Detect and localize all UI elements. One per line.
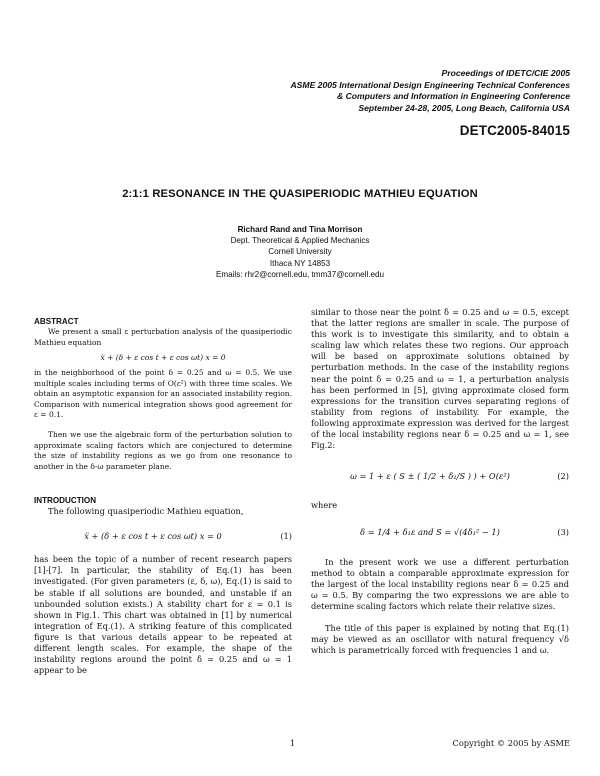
page-number: 1 [290,738,296,748]
equation-2 [311,471,569,482]
equation-1 [34,531,292,542]
equation-3 [311,527,569,538]
paper-id: DETC2005-84015 [459,123,570,138]
copyright-notice: Copyright © 2005 by ASME [452,738,570,748]
body-paragraph: The title of this paper is explained by noting that Eq.(1) may be viewed as an oscillator with natural frequency √δ which is parametrically forced with frequencies 1 and ω. [311,622,569,656]
abstract-heading: ABSTRACT [34,317,79,326]
affiliation-line: Cornell University [268,247,332,257]
abstract-paragraph: in the neighborhood of the point δ = 0.25 and ω = 0.5. We use multiple scales including terms of O(ε²) with three time scales. We obtain an asymptotic expansion for an associated instability region. Comparison with numerical integration shows good agreement for ε = 0.1. [34,368,292,419]
equation-body: ẍ + (δ + ε cos t + ε cos ωt) x = 0 [84,531,222,542]
author-names: Richard Rand and Tina Morrison [237,225,363,234]
author-block [0,224,600,280]
abstract-paragraph: Then we use the algebraic form of the perturbation solution to approximate scaling factors which are conjectured to determine the size of instability regions as we go from one resonance to another in the δ-ω parameter plane. [34,430,292,471]
body-paragraph: In the present work we use a different perturbation method to obtain a comparable approximate expression for the largest of the local instability regions near δ = 0.25 and ω = 0.5. By comparing the two expressions we are able to determine scaling factors which relate their relative sizes. [311,556,569,611]
affiliation-line: Dept. Theoretical & Applied Mechanics [230,236,370,246]
equation-body: δ = 1/4 + δ₁ε and S = √(4δ₁² − 1) [360,527,500,538]
proceedings-header [190,68,570,114]
equation-number: (2) [557,471,569,482]
intro-paragraph: The following quasiperiodic Mathieu equation, [48,506,244,517]
proceedings-line: & Computers and Information in Engineering Conference [336,91,570,102]
where-text: where [311,500,338,511]
left-column [34,316,292,676]
abstract-paragraph: We present a small ε perturbation analysis of the quasiperiodic Mathieu equation [34,327,292,347]
equation-body: ω = 1 + ε ( S ± ( 1/2 + δ₁/S ) ) + O(ε²) [350,471,510,482]
intro-paragraph: has been the topic of a number of recent research papers [1]-[7]. In particular, the stability of Eq.(1) has been investigated. (For given parameters (ε, δ, ω), Eq.(1) is said to be stable if all solutions are bounded, and unstable if an unbounded solution exists.) A stability chart for ε = 0.1 is shown in Fig.1. This chart was obtained in [1] by numerical integration of Eq.(1). A striking feature of this complicated figure is that various details appear to be repeated at different length scales. For example, the shape of the instability regions around the point δ = 0.25 and ω = 1 appear to be [34,554,292,676]
proceedings-line: Proceedings of IDETC/CIE 2005 [441,68,570,78]
equation-number: (3) [557,527,569,538]
paper-title: 2:1:1 RESONANCE IN THE QUASIPERIODIC MATHIEU EQUATION [122,188,478,200]
proceedings-line: September 24-28, 2005, Long Beach, California USA [358,102,570,113]
affiliation-line: Ithaca NY 14853 [269,258,331,268]
equation-number: (1) [280,531,292,542]
body-paragraph: similar to those near the point δ = 0.25 and ω = 0.5, except that the latter regions are smaller in scale. The purpose of this work is to investigate this similarity, and to obtain a scaling law which relates these two regions. Our approach will be based on approximate solutions obtained by perturbation methods. In the case of the instability regions near the point δ = 0.25 and ω = 1, a perturbation analysis has been performed in [5], giving approximate closed form expressions for the transition curves separating regions of stability from regions of instability. For example, the following approximate expression was derived for the largest of the local instability regions near δ = 0.25 and ω = 1, see Fig.2: [311,307,569,451]
abstract-equation: ẍ + (δ + ε cos t + ε cos ωt) x = 0 [100,352,226,362]
author-emails: Emails: rhr2@cornell.edu, tmm37@cornell.edu [215,269,385,279]
introduction-heading: INTRODUCTION [34,495,97,505]
proceedings-line: ASME 2005 International Design Engineering Technical Conferences [290,79,570,90]
right-column [311,307,569,656]
